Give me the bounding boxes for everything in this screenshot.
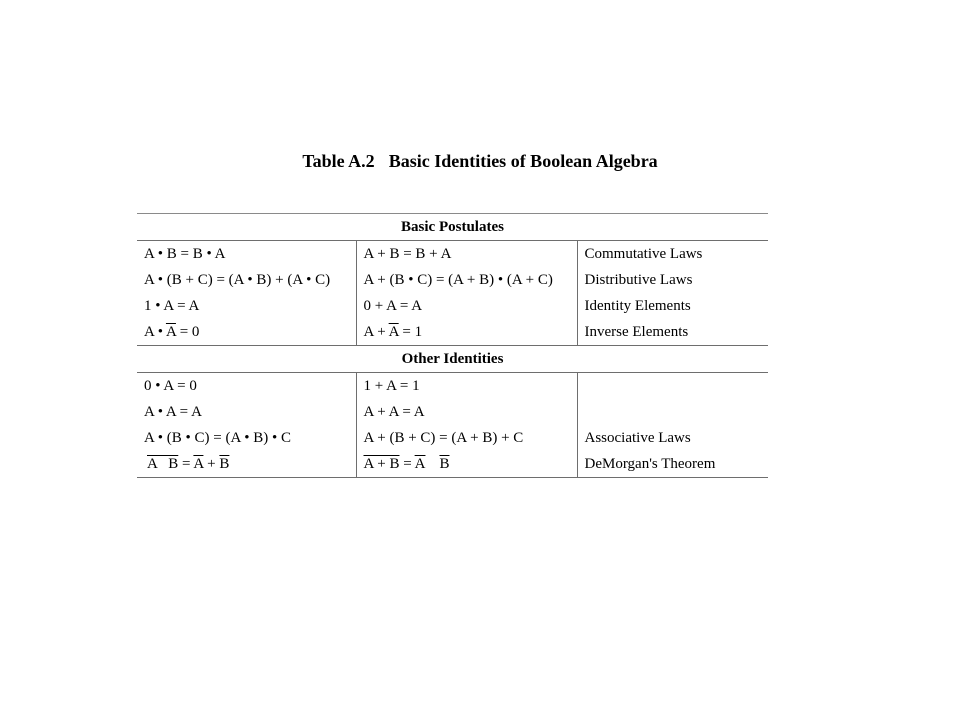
table-row [137, 241, 768, 268]
negated-term: $\overline{B}$ [219, 456, 230, 472]
law-name: DeMorgan's Theorem [577, 451, 768, 478]
left-identity: A • (B • C) = (A • B) • C [137, 425, 356, 451]
expr-part: = [178, 456, 194, 472]
law-name: Commutative Laws [584, 246, 703, 262]
negated-term: $\overline{A}$ [165, 324, 176, 340]
left-identity [137, 319, 356, 346]
table-row [137, 425, 768, 451]
negated-term: $\overline{A}$ [414, 456, 426, 472]
expr-part: = 0 [175, 324, 200, 340]
right-identity: A + (B + C) = (A + B) + C [356, 425, 577, 451]
left-identity: 0 • A = 0 [137, 373, 356, 400]
law-name: Associative Laws [584, 430, 691, 446]
negated-term: $\overline{A}$ [388, 324, 399, 340]
negated-term: A B [147, 456, 179, 472]
right-identity: A + A = A [356, 399, 577, 425]
law-name: Distributive Laws [584, 272, 693, 288]
table-title [0, 151, 960, 172]
right-identity: A + B = B + A [356, 241, 577, 268]
left-identity: 1 • A = A [137, 293, 356, 319]
law-name: Identity Elements [584, 298, 691, 314]
left-identity: A • (B + C) = (A • B) + (A • C) [137, 267, 356, 293]
law-name [577, 399, 768, 425]
table-number: Table A.2 [302, 151, 375, 171]
expr-part: = [399, 456, 415, 472]
table-row [137, 399, 768, 425]
negated-term: A + B [363, 456, 400, 472]
left-identity: A • A = A [137, 399, 356, 425]
left-identity: A • B = B • A [137, 241, 356, 268]
negated-term: $\overline{B}$ [439, 456, 450, 472]
section-header-other-identities [137, 346, 768, 373]
identities-table [137, 213, 768, 478]
right-identity: A + (B • C) = (A + B) • (A + C) [356, 267, 577, 293]
law-name: Inverse Elements [584, 324, 689, 340]
table-row [137, 451, 768, 478]
left-identity [137, 451, 356, 478]
expr-part: + [203, 456, 220, 472]
section-heading: Other Identities [137, 346, 768, 373]
expr-part: A • [144, 324, 166, 340]
expr-part: = 1 [398, 324, 423, 340]
table-caption: Basic Identities of Boolean Algebra [388, 151, 658, 171]
right-identity [356, 451, 577, 478]
expr-part: A + [363, 324, 389, 340]
section-header-basic-postulates [137, 214, 768, 241]
table-row [137, 319, 768, 346]
right-identity: 1 + A = 1 [356, 373, 577, 400]
table-row [137, 373, 768, 400]
table-row [137, 293, 768, 319]
section-heading: Basic Postulates [137, 214, 768, 241]
negated-term: $\overline{A}$ [193, 456, 204, 472]
right-identity: 0 + A = A [356, 293, 577, 319]
law-name [577, 373, 768, 400]
table-row [137, 267, 768, 293]
right-identity [356, 319, 577, 346]
